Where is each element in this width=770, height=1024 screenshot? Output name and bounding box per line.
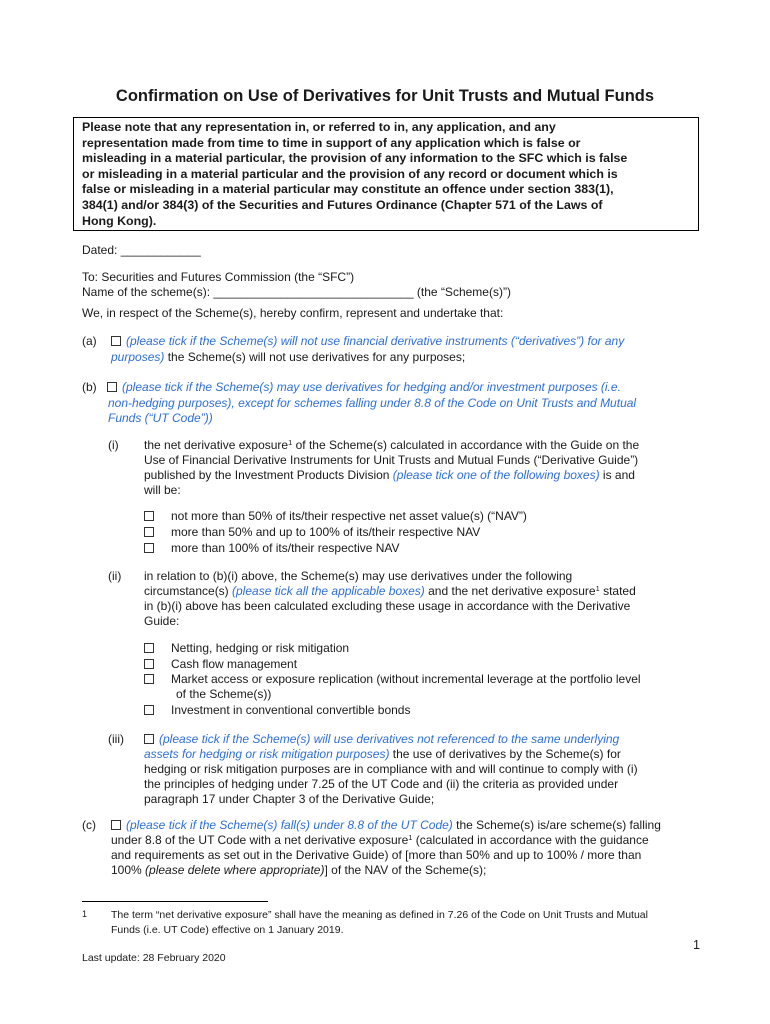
warning-box <box>73 117 699 231</box>
item-b-ii-line3: in (b)(i) above has been calculated excluding these usage in accordance with the Derivative <box>144 599 631 613</box>
item-b-ii-line4: Guide: <box>144 614 180 628</box>
item-b-iii-line5: paragraph 17 under Chapter 3 of the Derivative Guide; <box>144 792 435 806</box>
b-i-option-checkbox[interactable] <box>144 511 154 521</box>
b-ii-option-checkbox[interactable] <box>144 674 154 684</box>
item-b-label: (b) <box>82 380 97 394</box>
footnote-line1: The term “net derivative exposure” shall have the meaning as defined in 7.26 of the Code on Unit Trusts and Mutual <box>111 909 648 921</box>
b-ii-option: Market access or exposure replication (without incremental leverage at the portfolio level <box>144 672 641 688</box>
b-i-option-checkbox[interactable] <box>144 527 154 537</box>
b-ii-option: Investment in conventional convertible bonds <box>144 703 410 719</box>
item-b-iii-line4: the principles of hedging under 7.25 of the UT Code and (ii) the criteria as provided under <box>144 777 619 791</box>
b-ii-option-checkbox[interactable] <box>144 659 154 669</box>
b-ii-option3-cont: of the Scheme(s)) <box>176 687 272 701</box>
dated-line: Dated: ____________ <box>82 243 201 257</box>
to-line: To: Securities and Futures Commission (the “SFC”) <box>82 270 355 284</box>
item-c-line4: 100% (please delete where appropriate)] of the NAV of the Scheme(s); <box>111 863 487 877</box>
item-b-line1: (please tick if the Scheme(s) may use derivatives for hedging and/or investment purposes (i.e. <box>107 380 621 396</box>
footnote-ref: 1 <box>408 833 413 842</box>
b-ii-option: Netting, hedging or risk mitigation <box>144 641 349 657</box>
item-c-line1: (please tick if the Scheme(s) fall(s) under 8.8 of the UT Code) the Scheme(s) is/are scheme(s) falling <box>111 818 661 834</box>
intro-line: We, in respect of the Scheme(s), hereby confirm, represent and undertake that: <box>82 306 504 320</box>
b-i-option-checkbox[interactable] <box>144 543 154 553</box>
item-b-line2: non-hedging purposes), except for schemes falling under 8.8 of the Code on Unit Trusts and Mutual <box>108 396 637 410</box>
item-b-i-line3: published by the Investment Products Division (please tick one of the following boxes) is and <box>144 468 635 482</box>
item-a-line2: purposes) the Scheme(s) will not use derivatives for any purposes; <box>111 350 466 364</box>
item-b-iii-checkbox[interactable] <box>144 734 154 744</box>
item-b-ii-label: (ii) <box>108 569 122 583</box>
item-c-label: (c) <box>82 818 96 832</box>
footnote-mark: 1 <box>82 909 88 919</box>
item-a-line1 <box>111 334 624 350</box>
footnote-divider <box>82 901 268 902</box>
item-b-iii-line2: assets for hedging or risk mitigation purposes) the use of derivatives by the Scheme(s) for <box>144 747 621 761</box>
item-b-iii-line3: hedging or risk mitigation purposes are in compliance with and will continue to comply with (i) <box>144 762 638 776</box>
footnote-ref: 1 <box>288 438 293 447</box>
b-ii-option: Cash flow management <box>144 657 297 673</box>
warning-line: representation made from time to time in support of any application which is false or <box>82 135 581 150</box>
item-b-iii-label: (iii) <box>108 732 124 746</box>
item-b-line3: Funds (“UT Code”)) <box>108 411 213 425</box>
item-b-i-line4: will be: <box>144 483 181 497</box>
warning-line: 384(1) and/or 384(3) of the Securities and Futures Ordinance (Chapter 571 of the Laws of <box>82 197 603 212</box>
footnote-line2: Funds (i.e. UT Code) effective on 1 January 2019. <box>111 924 344 936</box>
warning-line: or misleading in a material particular and the provision of any record or document which is <box>82 166 618 181</box>
page-number: 1 <box>693 938 700 952</box>
item-b-checkbox[interactable] <box>107 382 117 392</box>
item-c-checkbox[interactable] <box>111 820 121 830</box>
item-a-label: (a) <box>82 334 97 348</box>
warning-line: Please note that any representation in, or referred to in, any application, and any <box>82 120 556 134</box>
item-a-checkbox[interactable] <box>111 336 121 346</box>
last-update: Last update: 28 February 2020 <box>82 952 226 964</box>
b-ii-option-checkbox[interactable] <box>144 643 154 653</box>
footnote-ref: 1 <box>595 584 600 593</box>
b-ii-option-checkbox[interactable] <box>144 705 154 715</box>
b-i-option: more than 50% and up to 100% of its/their respective NAV <box>144 525 480 541</box>
b-i-option: not more than 50% of its/their respective net asset value(s) (“NAV”) <box>144 509 527 525</box>
item-b-i-label: (i) <box>108 438 119 452</box>
scheme-name-line: Name of the scheme(s): ______________________________ (the “Scheme(s)”) <box>82 285 511 299</box>
warning-line: misleading in a material particular, the provision of any information to the SFC which is false <box>82 151 628 166</box>
item-a-instruction: (please tick if the Scheme(s) will not use financial derivative instruments (“derivatives”) for any <box>126 334 625 348</box>
item-b-i-line2: Use of Financial Derivative Instruments for Unit Trusts and Mutual Funds (“Derivative Guide”) <box>144 453 639 467</box>
warning-line: false or misleading in a material particular may constitute an offence under section 383(1), <box>82 182 614 197</box>
warning-line: Hong Kong). <box>82 213 157 228</box>
item-b-ii-line2: circumstance(s) (please tick all the applicable boxes) and the net derivative exposure$^1$ stated <box>144 584 636 598</box>
b-i-option: more than 100% of its/their respective NAV <box>144 541 400 557</box>
item-c-line2: under 8.8 of the UT Code with a net derivative exposure$^1$ (calculated in accordance with the guidance <box>111 833 649 847</box>
page-title: Confirmation on Use of Derivatives for Unit Trusts and Mutual Funds <box>115 87 655 105</box>
item-b-iii-line1: (please tick if the Scheme(s) will use derivatives not referenced to the same underlying <box>144 732 619 748</box>
item-b-ii-line1: in relation to (b)(i) above, the Scheme(s) may use derivatives under the following <box>144 569 573 583</box>
item-b-i-line1: the net derivative exposure$^1$ of the Scheme(s) calculated in accordance with the Guide on the <box>144 438 640 452</box>
item-c-line3: and requirements as set out in the Derivative Guide) of [more than 50% and up to 100% / more than <box>111 848 642 862</box>
